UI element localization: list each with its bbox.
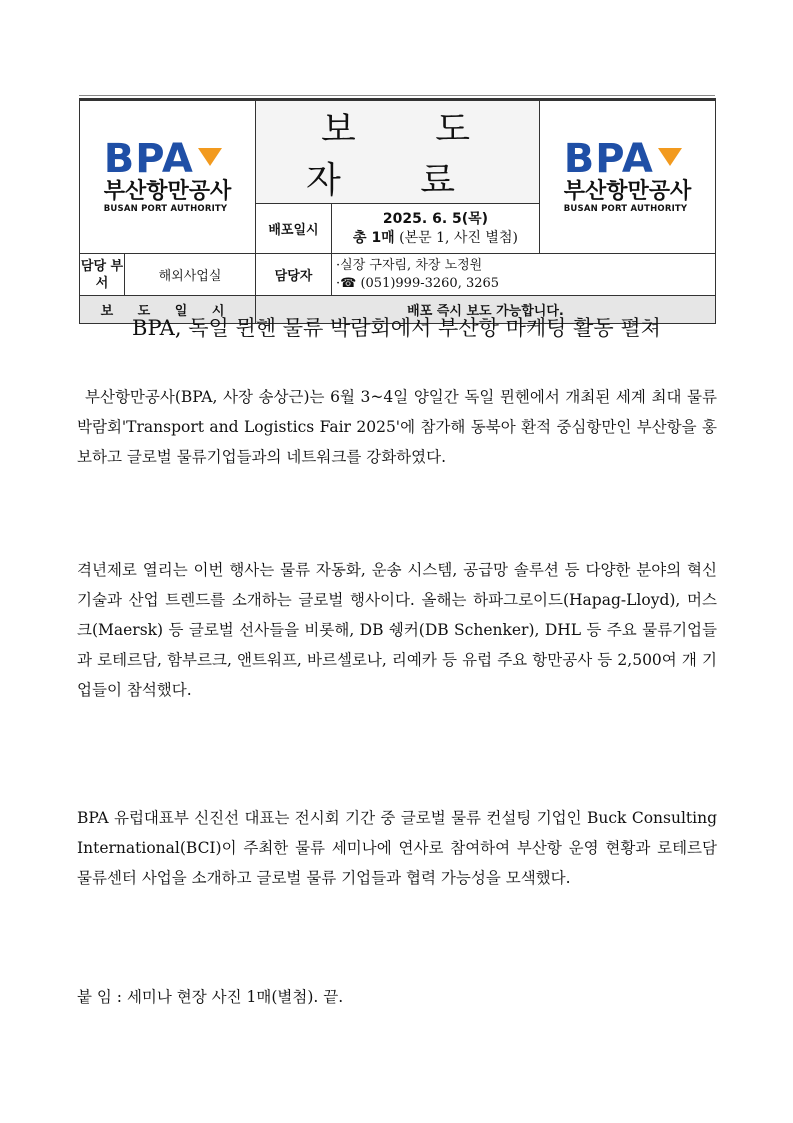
release-label: 보 도 일 시 bbox=[80, 296, 256, 324]
logo-brand: BPA bbox=[563, 135, 654, 182]
distribution-label: 배포일시 bbox=[256, 204, 332, 254]
contact-info bbox=[332, 254, 716, 296]
page-title: 보 도 자 료 bbox=[256, 100, 540, 204]
contact-label: 담당자 bbox=[256, 254, 332, 296]
logo-korean-name: 부산항만공사 bbox=[563, 178, 692, 204]
logo-triangle-icon bbox=[198, 148, 222, 166]
release-value: 배포 즉시 보도 가능합니다. bbox=[256, 296, 716, 324]
distribution-date: 2025. 6. 5(목) bbox=[382, 210, 489, 227]
page-count-detail: (본문 1, 사진 별첨) bbox=[394, 229, 518, 246]
attachment-note: 붙 임 : 세미나 현장 사진 1매(별첨). 끝. bbox=[77, 988, 344, 1006]
page-count: 총 1매 bbox=[353, 229, 395, 246]
dept-label: 담당 부서 bbox=[80, 254, 125, 295]
body-paragraph-3: BPA 유럽대표부 신진선 대표는 전시회 기간 중 글로벌 물류 컨설팅 기업인 Buck Consulting International(BCI)이 주최한 물류 세미나에 연사로 참여하여 부산항 운영 현황과 로테르담 물류센터 사업을 소개하고 글로벌 물류 기업들과 협력 가능성을 모색했다. bbox=[77, 809, 717, 887]
contact-persons: ·실장 구자림, 차장 노정원 bbox=[336, 257, 483, 273]
body-paragraph-2: 격년제로 열리는 이번 행사는 물류 자동화, 운송 시스템, 공급망 솔루션 등 다양한 분야의 혁신 기술과 산업 트렌드를 소개하는 글로벌 행사이다. 올해는 하파그로이드(Hapag-Lloyd), 머스크(Maersk) 등 글로벌 선사들을 비롯해, DB 쉥커(DB Schenker), DHL 등 주요 물류기업들과 로테르담, 함부르크, 앤트워프, 바르셀로나, 리예카 등 유럽 주요 항만공사 등 2,500여 개 기업들이 참석했다. bbox=[77, 561, 717, 699]
contact-phone: ·☎ (051)999-3260, 3265 bbox=[336, 275, 500, 291]
dept-value: 해외사업실 bbox=[158, 269, 222, 284]
body-paragraph-1: 부산항만공사(BPA, 사장 송상근)는 6월 3~4일 양일간 독일 뮌헨에서 개최된 세계 최대 물류 박람회'Transport and Logistics Fair 2025'에 참가해 동북아 환적 중심항만인 부산항을 홍보하고 글로벌 물류기업들과의 네트워크를 강화하였다. bbox=[77, 388, 717, 466]
left-logo-cell bbox=[80, 100, 256, 254]
bpa-logo-right bbox=[563, 135, 692, 214]
dept-row bbox=[80, 254, 256, 296]
logo-english-name: BUSAN PORT AUTHORITY bbox=[563, 203, 688, 214]
logo-brand: BPA bbox=[103, 135, 194, 182]
bpa-logo-left bbox=[103, 135, 232, 214]
right-logo-cell bbox=[540, 100, 716, 254]
logo-english-name: BUSAN PORT AUTHORITY bbox=[103, 203, 228, 214]
logo-korean-name: 부산항만공사 bbox=[103, 178, 232, 204]
distribution-info bbox=[332, 204, 540, 254]
logo-triangle-icon bbox=[658, 148, 682, 166]
headline: BPA, 독일 뮌헨 물류 박람회에서 부산항 마케팅 활동 펼쳐 bbox=[132, 316, 661, 340]
press-release-header bbox=[79, 98, 716, 324]
header-top-rule bbox=[79, 95, 715, 96]
